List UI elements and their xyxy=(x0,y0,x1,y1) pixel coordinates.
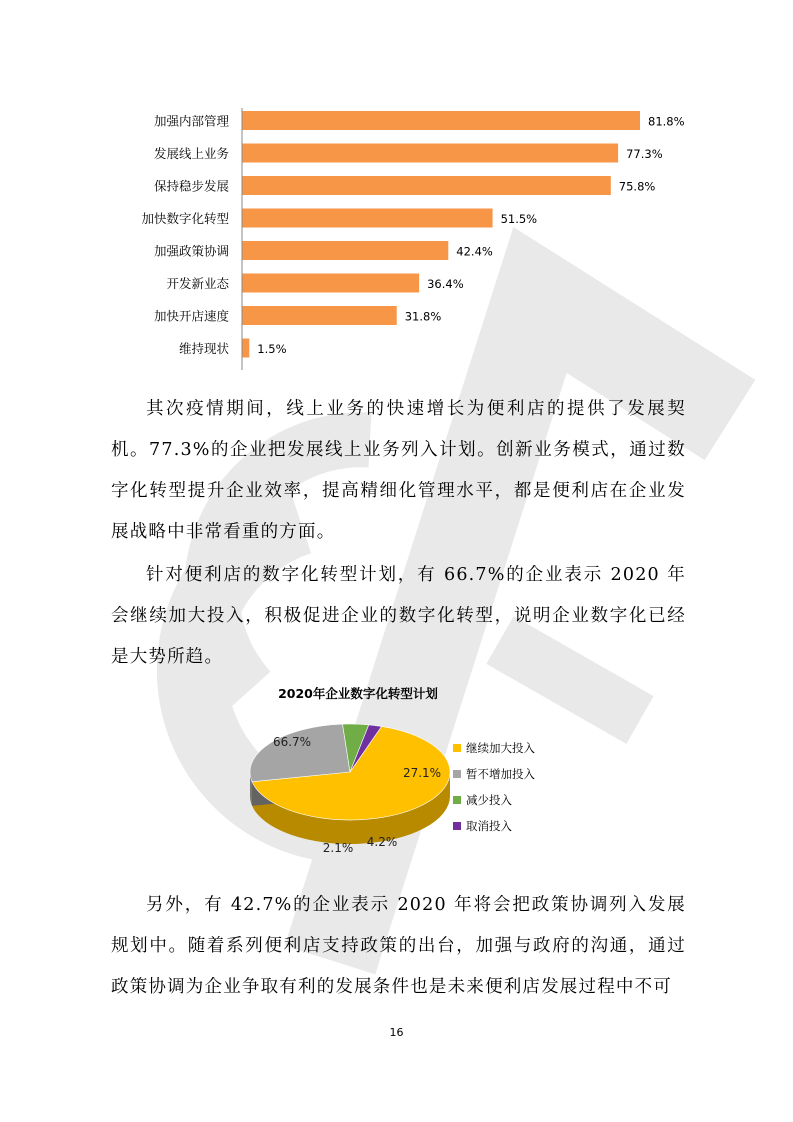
bar-value-label: 75.8% xyxy=(618,179,656,194)
bar-value-label: 31.8% xyxy=(404,309,442,324)
bar-category-label: 加强政策协调 xyxy=(153,243,229,259)
bar-category-label: 开发新业态 xyxy=(166,276,229,291)
pie-chart-title: 2020年企业数字化转型计划 xyxy=(278,686,438,701)
bar xyxy=(242,306,397,325)
bar-chart xyxy=(130,108,690,370)
legend-item xyxy=(453,787,535,813)
legend-label: 减少投入 xyxy=(466,793,512,807)
bar-category-label: 加快数字化转型 xyxy=(141,211,229,226)
bar-value-label: 1.5% xyxy=(257,342,287,356)
bar xyxy=(242,339,249,358)
pie-slice xyxy=(250,724,350,782)
paragraph-2: 针对便利店的数字化转型计划，有 66.7%的企业表示 2020 年会继续加大投入，积极促进企业的数字化转型，说明企业数字化已经是大势所趋。 xyxy=(111,565,686,667)
pie-legend xyxy=(453,735,535,839)
bar xyxy=(242,209,493,228)
bar xyxy=(242,176,611,195)
bar-value-label: 42.4% xyxy=(456,244,493,259)
bar-category-label: 加快开店速度 xyxy=(153,308,229,324)
legend-swatch xyxy=(453,822,461,830)
pie-value-label: 27.1% xyxy=(402,766,442,780)
paragraph-1: 其次疫情期间，线上业务的快速增长为便利店的提供了发展契机。77.3%的企业把发展线上业务列入计划。创新业务模式，通过数字化转型提升企业效率，提高精细化管理水平，都是便利店在企业发展战略中非常看重的方面。 xyxy=(111,399,686,542)
legend-label: 继续加大投入 xyxy=(466,741,535,755)
legend-item xyxy=(453,761,535,787)
bar xyxy=(242,274,419,293)
bar-category-label: 维持现状 xyxy=(178,341,229,356)
bar-value-label: 36.4% xyxy=(427,277,464,291)
bar-value-label: 77.3% xyxy=(626,147,663,161)
pie-value-label: 66.7% xyxy=(272,735,312,749)
pie-value-label: 4.2% xyxy=(366,835,398,849)
legend-swatch xyxy=(453,744,461,752)
legend-label: 暂不增加投入 xyxy=(466,767,535,781)
bar xyxy=(242,144,618,163)
bar xyxy=(242,111,640,130)
bar-category-label: 保持稳步发展 xyxy=(153,178,229,194)
bar-category-label: 加强内部管理 xyxy=(153,113,229,129)
paragraph-3: 另外，有 42.7%的企业表示 2020 年将会把政策协调列入发展规划中。随着系列便利店支持政策的出台，加强与政府的沟通，通过政策协调为企业争取有利的发展条件也是未来便利店发展过程中不可 xyxy=(111,895,686,997)
bar-value-label: 81.8% xyxy=(648,114,685,129)
legend-label: 取消投入 xyxy=(466,819,512,833)
bar-category-label: 发展线上业务 xyxy=(153,146,229,161)
legend-item xyxy=(453,813,535,839)
legend-swatch xyxy=(453,770,461,778)
legend-swatch xyxy=(453,796,461,804)
bar xyxy=(242,241,448,260)
bar-value-label: 51.5% xyxy=(500,212,538,226)
pie-value-label: 2.1% xyxy=(322,841,354,855)
legend-item xyxy=(453,735,535,761)
page-number: 16 xyxy=(389,1026,404,1039)
